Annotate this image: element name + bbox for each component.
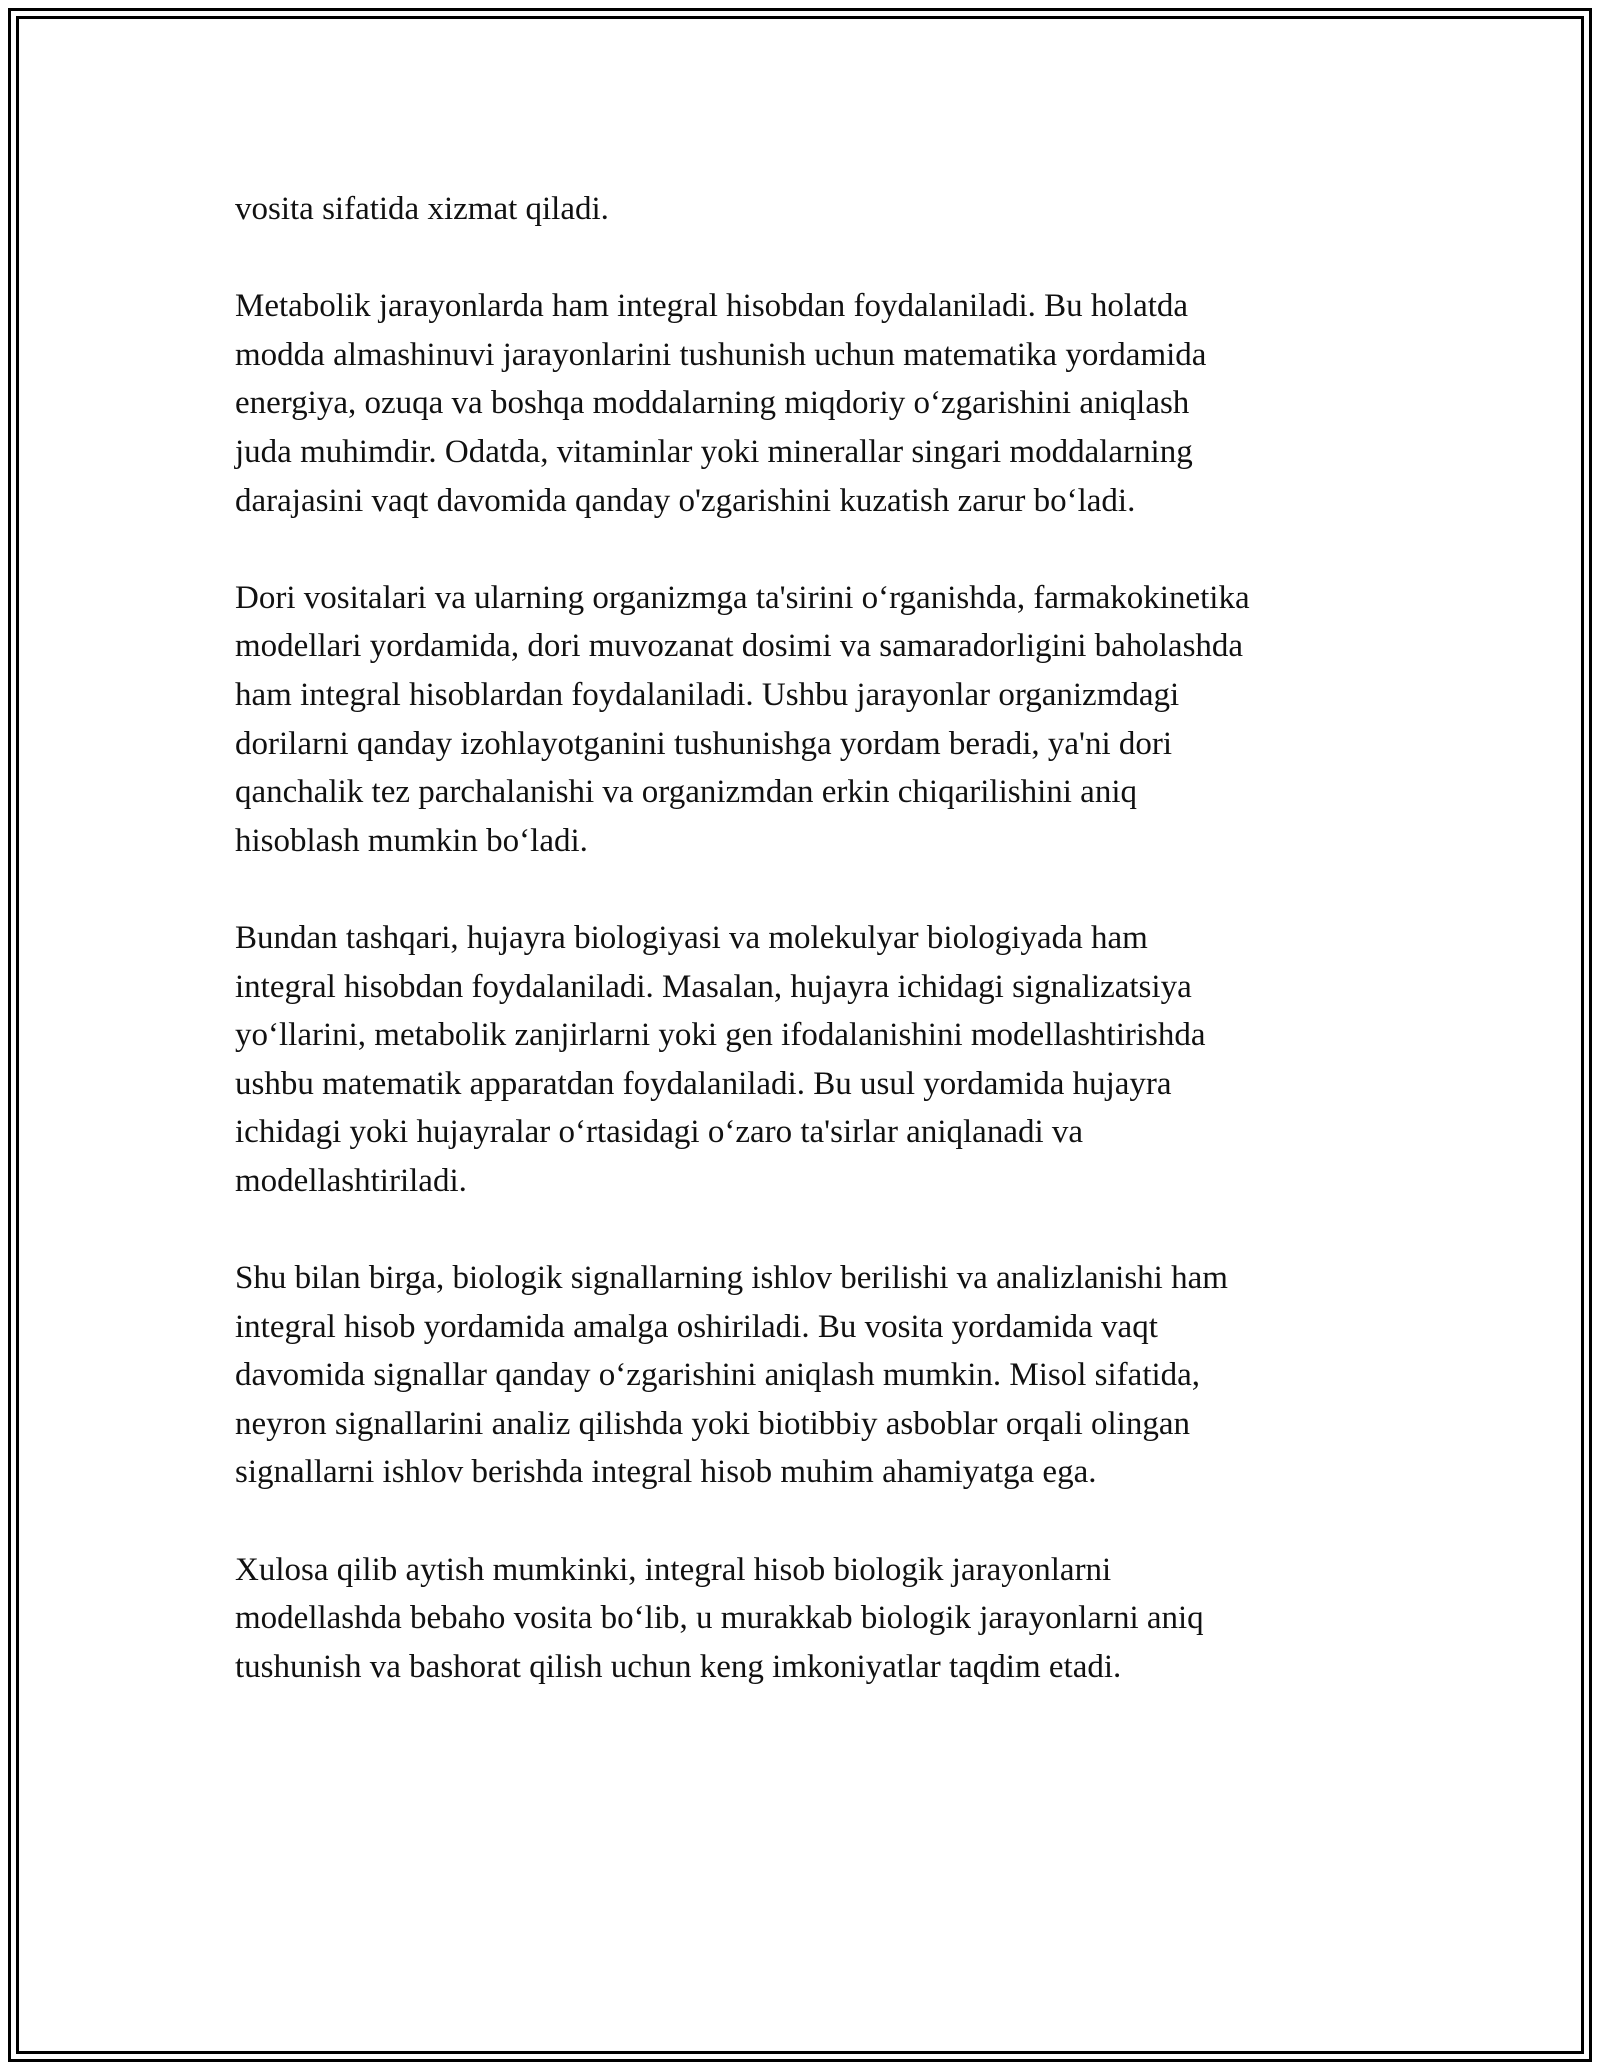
text-line: ushbu matematik apparatdan foydalaniladi. Bu usul yordamida hujayra	[235, 1065, 1172, 1102]
paragraph-cell-biology	[235, 914, 1375, 1206]
text-line: tushunish va bashorat qilish uchun keng imkoniyatlar taqdim etadi.	[235, 1648, 1122, 1685]
text-line: Bundan tashqari, hujayra biologiyasi va molekulyar biologiyada ham	[235, 919, 1148, 956]
paragraph-signals	[235, 1254, 1375, 1497]
text-line: davomida signallar qanday o‘zgarishini aniqlash mumkin. Misol sifatida,	[235, 1357, 1201, 1394]
text-line: darajasini vaqt davomida qanday o'zgarishini kuzatish zarur bo‘ladi.	[235, 482, 1136, 519]
text-line: energiya, ozuqa va boshqa moddalarning miqdoriy o‘zgarishini aniqlash	[235, 385, 1190, 422]
text-line: qanchalik tez parchalanishi va organizmdan erkin chiqarilishini aniq	[235, 774, 1137, 811]
text-line: Xulosa qilib aytish mumkinki, integral hisob biologik jarayonlarni	[235, 1551, 1112, 1588]
paragraph-pharmacokinetics	[235, 574, 1375, 866]
text-line: integral hisob yordamida amalga oshiriladi. Bu vosita yordamida vaqt	[235, 1308, 1158, 1345]
text-line: dorilarni qanday izohlayotganini tushunishga yordam beradi, ya'ni dori	[235, 725, 1173, 762]
document-body	[235, 185, 1375, 1691]
text-line: neyron signallarini analiz qilishda yoki biotibbiy asboblar orqali olingan	[235, 1405, 1190, 1442]
text-line: modellari yordamida, dori muvozanat dosimi va samaradorligini baholashda	[235, 628, 1244, 665]
text-line: juda muhimdir. Odatda, vitaminlar yoki minerallar singari moddalarning	[235, 433, 1193, 470]
text-line: hisoblash mumkin bo‘ladi.	[235, 822, 588, 859]
text-line: Metabolik jarayonlarda ham integral hisobdan foydalaniladi. Bu holatda	[235, 288, 1189, 325]
text-line: signallarni ishlov berishda integral hisob muhim ahamiyatga ega.	[235, 1454, 1097, 1491]
text-line: vosita sifatida xizmat qiladi.	[235, 191, 609, 227]
text-line: modda almashinuvi jarayonlarini tushunish uchun matematika yordamida	[235, 336, 1207, 373]
text-line: Shu bilan birga, biologik signallarning ishlov berilishi va analizlanishi ham	[235, 1260, 1228, 1297]
text-line: modellashda bebaho vosita bo‘lib, u murakkab biologik jarayonlarni aniq	[235, 1600, 1204, 1637]
text-line: integral hisobdan foydalaniladi. Masalan, hujayra ichidagi signalizatsiya	[235, 968, 1192, 1005]
text-line: ichidagi yoki hujayralar o‘rtasidagi o‘zaro ta'sirlar aniqlanadi va	[235, 1114, 1084, 1151]
paragraph-continuation	[235, 185, 1375, 234]
text-line: yo‘llarini, metabolik zanjirlarni yoki gen ifodalanishini modellashtirishda	[235, 1017, 1206, 1054]
text-line: modellashtiriladi.	[235, 1162, 467, 1199]
paragraph-conclusion	[235, 1546, 1375, 1692]
text-line: Dori vositalari va ularning organizmga ta'sirini o‘rganishda, farmakokinetika	[235, 579, 1250, 616]
text-line: ham integral hisoblardan foydalaniladi. Ushbu jarayonlar organizmdagi	[235, 676, 1180, 713]
paragraph-metabolism	[235, 282, 1375, 525]
